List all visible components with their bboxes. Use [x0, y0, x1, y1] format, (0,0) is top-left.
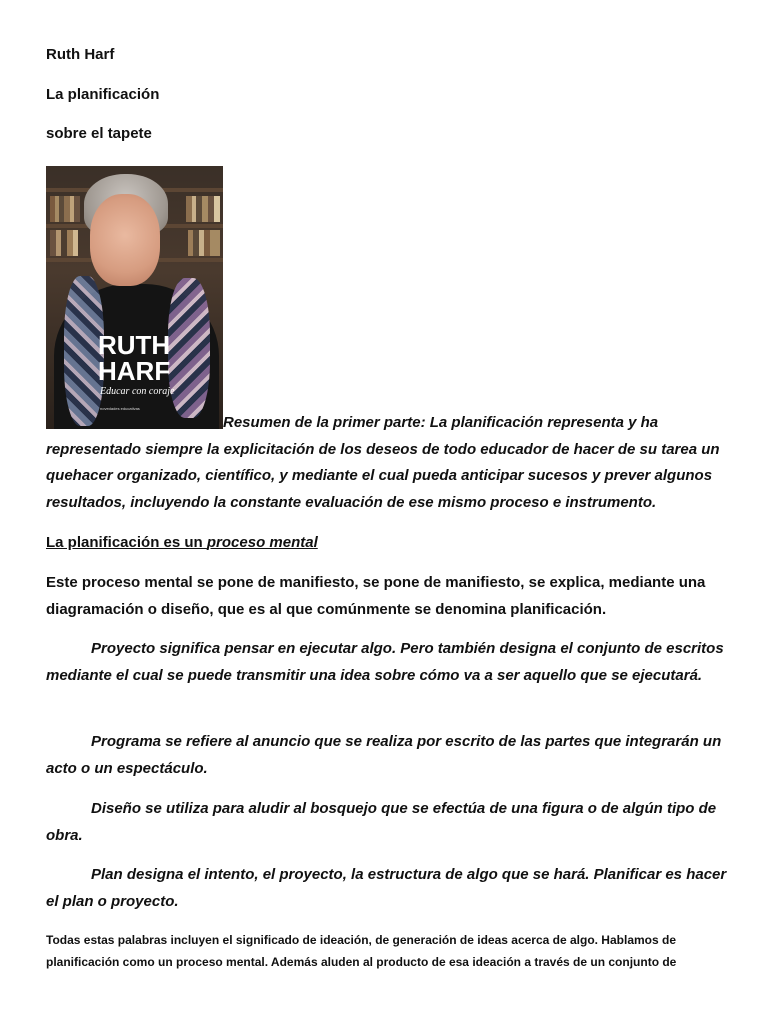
books-decoration: [50, 196, 80, 222]
paragraph-programa: [46, 729, 730, 782]
indent: [46, 878, 91, 879]
paragraph-proyecto: [46, 636, 730, 689]
books-decoration: [50, 230, 78, 256]
books-decoration: [186, 196, 220, 222]
section-heading-plain: La planificación es un: [46, 534, 207, 551]
paragraph-diseno-text: Diseño se utiliza para aludir al bosquejo que se efectúa de una figura o de algún tipo de obra.: [46, 800, 717, 844]
book-cover-image: [46, 166, 223, 429]
portrait-scarf: [168, 278, 210, 418]
portrait-face: [90, 194, 160, 286]
summary-paragraph: [46, 410, 730, 516]
section-heading-italic: proceso mental: [206, 534, 318, 551]
document-title-line1: La planificación: [46, 86, 160, 103]
cover-name-line2: HARF: [98, 356, 171, 386]
author-name: Ruth Harf: [46, 46, 115, 63]
indent: [46, 745, 91, 746]
paragraph-proceso-mental: Este proceso mental se pone de manifiesto, se pone de manifiesto, se explica, mediante una diagramación o diseño, que es al que comúnmente se denomina planificación.: [46, 574, 706, 618]
cover-publisher: novedades educativas: [100, 406, 140, 411]
document-title-line2: sobre el tapete: [46, 125, 152, 142]
cover-name-line1: RUTH: [98, 330, 171, 360]
books-decoration: [188, 230, 220, 256]
indent: [46, 812, 91, 813]
paragraph-plan: [46, 862, 730, 915]
paragraph-todas-estas-palabras: Todas estas palabras incluyen el significado de ideación, de generación de ideas acerca de algo. Hablamos de planificación como un proceso mental. Además aluden al producto de esa ideación a través de un conjunto de: [46, 933, 677, 969]
cover-float-spacer: [46, 426, 223, 427]
cover-subtitle: Educar con coraje: [100, 386, 175, 397]
paragraph-diseno: [46, 796, 730, 849]
paragraph-plan-text: Plan designa el intento, el proyecto, la estructura de algo que se hará. Planificar es hacer el plan o proyecto.: [46, 866, 727, 910]
cover-author-name: [98, 332, 170, 384]
summary-text: Resumen de la primer parte: La planificación representa y ha representado siempre la explicitación de los deseos de todo educador de hacer de su tarea un quehacer organizado, científico, y mediante el cual pueda anticipar sucesos y prever algunos resultados, incluyendo la constante evaluación de ese mismo proceso e instrumento.: [46, 414, 720, 511]
paragraph-proyecto-text: Proyecto significa pensar en ejecutar algo. Pero también designa el conjunto de escritos mediante el cual se puede transmitir una idea sobre cómo va a ser aquello que se ejecutará.: [46, 640, 724, 684]
paragraph-programa-text: Programa se refiere al anuncio que se realiza por escrito de las partes que integrarán un acto o un espectáculo.: [46, 733, 722, 777]
indent: [46, 652, 91, 653]
section-heading: [46, 534, 318, 551]
